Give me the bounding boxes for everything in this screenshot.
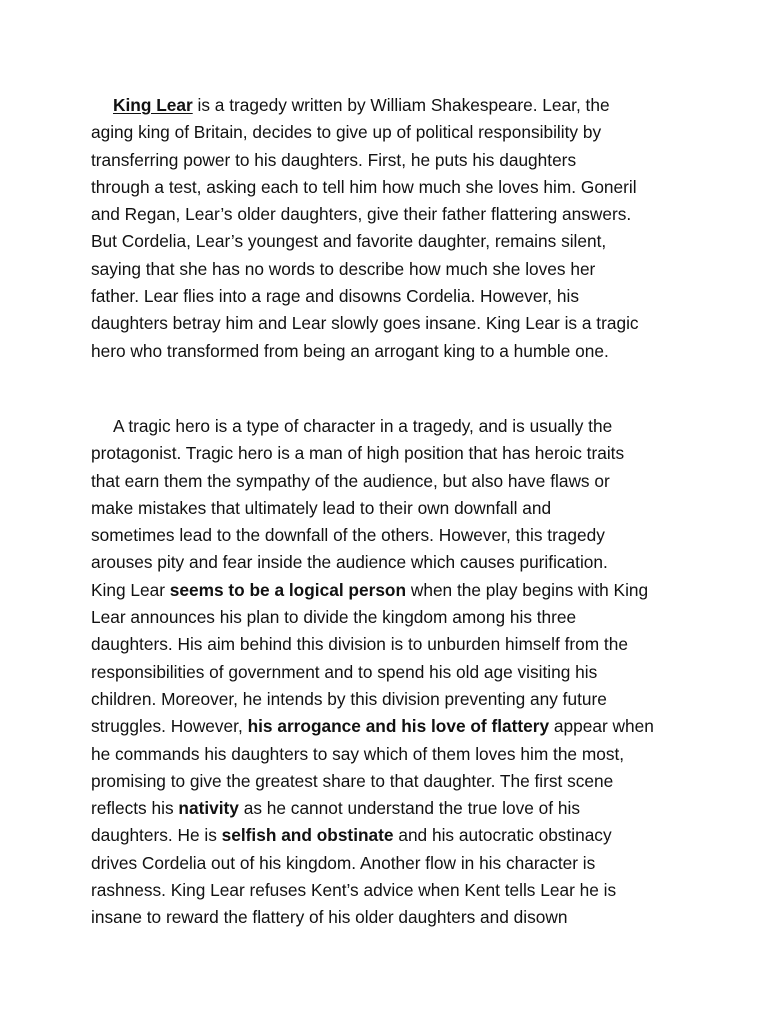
text-line: and Regan, Lear’s older daughters, give their father flattering answers. — [91, 204, 632, 225]
text-line: reflects his nativity as he cannot understand the true love of his — [91, 798, 580, 819]
title-king-lear: King Lear — [113, 95, 193, 115]
text-line: Lear announces his plan to divide the kingdom among his three — [91, 607, 577, 628]
text-line: insane to reward the flattery of his older daughters and disown — [91, 907, 568, 928]
text-line: rashness. King Lear refuses Kent’s advice when Kent tells Lear he is — [91, 880, 617, 901]
text-line: struggles. However, his arrogance and his love of flattery appear when — [91, 716, 654, 737]
text-line: arouses pity and fear inside the audience which causes purification. — [91, 552, 608, 573]
text-line: transferring power to his daughters. First, he puts his daughters — [91, 149, 577, 170]
text-line: father. Lear flies into a rage and disowns Cordelia. However, his — [91, 286, 579, 307]
text-line: A tragic hero is a type of character in a tragedy, and is usually the — [113, 416, 613, 436]
text-line: King Lear seems to be a logical person when the play begins with King — [91, 579, 649, 600]
text-line: aging king of Britain, decides to give up of political responsibility by — [91, 122, 602, 143]
text-line: promising to give the greatest share to that daughter. The first scene — [91, 770, 614, 791]
text-line: saying that she has no words to describe how much she loves her — [91, 258, 596, 279]
text-line: responsibilities of government and to spend his old age visiting his — [91, 661, 598, 682]
text-line: make mistakes that ultimately lead to their own downfall and — [91, 497, 552, 518]
text-line: drives Cordelia out of his kingdom. Another flow in his character is — [91, 852, 596, 873]
text-line: King Lear is a tragedy written by William Shakespeare. Lear, the — [113, 95, 610, 115]
bold-phrase: his arrogance and his love of flattery — [247, 716, 550, 737]
bold-phrase: nativity — [178, 798, 239, 819]
text-line: protagonist. Tragic hero is a man of high position that has heroic traits — [91, 443, 625, 464]
paragraph-intro — [91, 92, 691, 365]
bold-phrase: selfish and obstinate — [221, 825, 394, 846]
text-line: children. Moreover, he intends by this division preventing any future — [91, 688, 607, 709]
text-line: through a test, asking each to tell him how much she loves him. Goneril — [91, 176, 637, 197]
text-line: daughters. He is selfish and obstinate and his autocratic obstinacy — [91, 825, 612, 846]
text-line: daughters betray him and Lear slowly goes insane. King Lear is a tragic — [91, 313, 639, 334]
text-line: hero who transformed from being an arrogant king to a humble one. — [91, 340, 609, 361]
text-line: he commands his daughters to say which of them loves him the most, — [91, 743, 625, 764]
text-line: sometimes lead to the downfall of the others. However, this tragedy — [91, 525, 605, 546]
bold-phrase: seems to be a logical person — [169, 579, 407, 600]
text-line: But Cordelia, Lear’s youngest and favorite daughter, remains silent, — [91, 231, 607, 252]
paragraph-tragic-hero — [91, 413, 691, 932]
text-line: daughters. His aim behind this division is to unburden himself from the — [91, 634, 628, 655]
text-line: that earn them the sympathy of the audience, but also have flaws or — [91, 470, 610, 491]
